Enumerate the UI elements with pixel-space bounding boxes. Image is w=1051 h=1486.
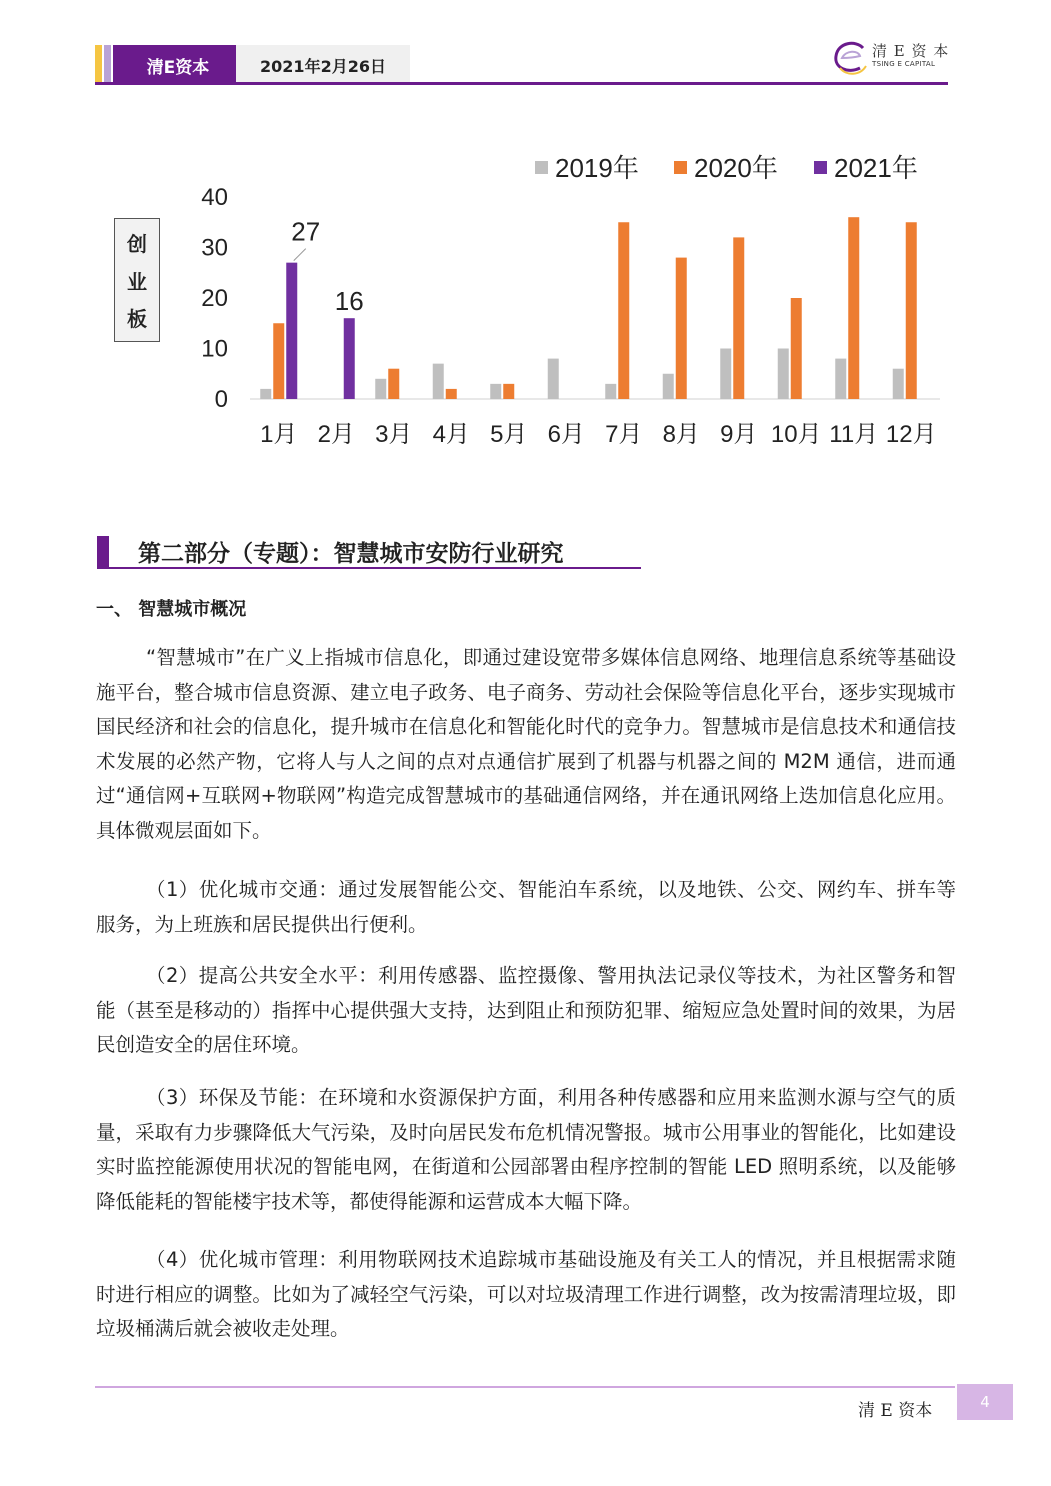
bar-2020年-5月 xyxy=(503,384,514,399)
paragraph-block xyxy=(96,1081,956,1219)
x-tick-label: 7月 xyxy=(605,421,643,448)
bar-2020年-7月 xyxy=(618,222,629,399)
bar-2019年-6月 xyxy=(548,359,559,399)
paragraph: （3）环保及节能：在环境和水资源保护方面，利用各种传感器和应用来监测水源与空气的质量，采取有力步骤降低大气污染，及时向居民发布危机情况警报。城市公用事业的智能化，比如建设实时监控能源使用状况的智能电网，在街道和公园部署由程序控制的智能 LED 照明系统，以及能够降低能耗的智能楼宇技术等，都使得能源和运营成本大幅下降。 xyxy=(96,1086,956,1213)
data-label: 16 xyxy=(334,286,364,317)
header-stripe-lilac xyxy=(104,45,111,85)
x-tick-label: 8月 xyxy=(662,421,700,448)
y-tick-label: 0 xyxy=(214,386,228,413)
chart-ylabel-char: 业 xyxy=(127,269,147,294)
y-tick-label: 40 xyxy=(201,184,228,211)
legend-label: 2019年 xyxy=(555,153,639,183)
bar-2019年-1月 xyxy=(260,389,271,399)
bar-2019年-3月 xyxy=(375,379,386,399)
paragraph: （1）优化城市交通：通过发展智能公交、智能泊车系统，以及地铁、公交、网约车、拼车等服务，为上班族和居民提供出行便利。 xyxy=(96,878,956,936)
bar-2019年-7月 xyxy=(605,384,616,399)
legend-swatch xyxy=(674,161,687,174)
x-tick-label: 11月 xyxy=(829,421,879,448)
logo-swirl-icon xyxy=(830,38,872,78)
bar-2021年-2月 xyxy=(344,318,355,399)
data-label-leader xyxy=(294,249,306,261)
paragraph: “智慧城市”在广义上指城市信息化，即通过建设宽带多媒体信息网络、地理信息系统等基础设施平台，整合城市信息资源、建立电子政务、电子商务、劳动社会保险等信息化平台，逐步实现城市国民经济和社会的信息化，提升城市在信息化和智能化时代的竞争力。智慧城市是信息技术和通信技术发展的必然产物，它将人与人之间的点对点通信扩展到了机器与机器之间的 M2M 通信，进而通过“通信网+互联网+物联网”构造完成智慧城市的基础通信网络，并在通讯网络上迭加信息化应用。具体微观层面如下。 xyxy=(96,646,956,842)
bar-2019年-11月 xyxy=(835,359,846,399)
chart-ylabel-char: 创 xyxy=(127,231,147,256)
company-logo xyxy=(830,38,950,78)
y-tick-label: 20 xyxy=(201,285,228,312)
x-tick-label: 5月 xyxy=(490,421,528,448)
bar-2019年-10月 xyxy=(778,349,789,400)
paragraph: （2）提高公共安全水平：利用传感器、监控摄像、警用执法记录仪等技术，为社区警务和智能（甚至是移动的）指挥中心提供强大支持，达到阻止和预防犯罪、缩短应急处置时间的效果，为居民创造安全的居住环境。 xyxy=(96,964,956,1056)
bar-2019年-9月 xyxy=(720,349,731,400)
logo-text-en: TSING E CAPITAL xyxy=(872,60,936,68)
x-tick-label: 2月 xyxy=(317,421,355,448)
bar-2020年-10月 xyxy=(791,298,802,399)
x-tick-label: 3月 xyxy=(375,421,413,448)
bar-2020年-11月 xyxy=(848,217,859,399)
x-tick-label: 6月 xyxy=(547,421,585,448)
page-number: 4 xyxy=(957,1384,1013,1420)
x-tick-label: 1月 xyxy=(260,421,298,448)
legend-swatch xyxy=(535,161,548,174)
footer-divider xyxy=(95,1386,955,1388)
paragraph-block xyxy=(96,959,956,1063)
section-title: 第二部分（专题）：智慧城市安防行业研究 xyxy=(138,541,564,567)
paragraph: （4）优化城市管理：利用物联网技术追踪城市基础设施及有关工人的情况，并且根据需求随时进行相应的调整。比如为了减轻空气污染，可以对垃圾清理工作进行调整，改为按需清理垃圾，即垃圾桶满后就会被收走处理。 xyxy=(96,1248,956,1340)
legend-swatch xyxy=(814,161,827,174)
y-tick-label: 30 xyxy=(201,234,228,262)
bar-2020年-4月 xyxy=(446,389,457,399)
bar-2020年-12月 xyxy=(906,222,917,399)
section-underline xyxy=(97,567,641,569)
x-tick-label: 12月 xyxy=(885,421,937,448)
legend-label: 2020年 xyxy=(694,153,778,183)
x-tick-label: 9月 xyxy=(720,421,758,448)
header-date: 2021年2月26日 xyxy=(236,45,410,85)
bar-2020年-1月 xyxy=(273,323,284,399)
bar-2020年-3月 xyxy=(388,369,399,399)
header-stripe-purple xyxy=(113,45,120,85)
bar-2019年-8月 xyxy=(663,374,674,399)
subsection-title: 一、 智慧城市概况 xyxy=(96,599,247,620)
logo-text-cn: 清 E 资 本 xyxy=(872,42,950,60)
paragraph-block xyxy=(96,873,956,942)
footer-brand: 清 E 资本 xyxy=(858,1401,933,1421)
header-brand: 清E资本 xyxy=(120,45,236,85)
x-tick-label: 10月 xyxy=(770,421,822,448)
section-marker xyxy=(97,536,109,568)
bar-2020年-9月 xyxy=(733,237,744,399)
bar-2019年-4月 xyxy=(433,364,444,399)
header-stripe-yellow xyxy=(95,45,102,85)
paragraph-block xyxy=(96,1243,956,1347)
data-label: 27 xyxy=(291,216,321,247)
x-tick-label: 4月 xyxy=(432,421,470,448)
legend-label: 2021年 xyxy=(834,153,918,183)
bar-2019年-12月 xyxy=(893,369,904,399)
chart-ylabel-char: 板 xyxy=(127,307,147,332)
chart-ylabel-box xyxy=(114,218,160,342)
y-tick-label: 10 xyxy=(201,335,228,363)
paragraph-block xyxy=(96,641,956,848)
bar-2021年-1月 xyxy=(286,263,297,399)
bar-2020年-8月 xyxy=(676,258,687,399)
bar-2019年-5月 xyxy=(490,384,501,399)
header-divider xyxy=(95,82,948,85)
